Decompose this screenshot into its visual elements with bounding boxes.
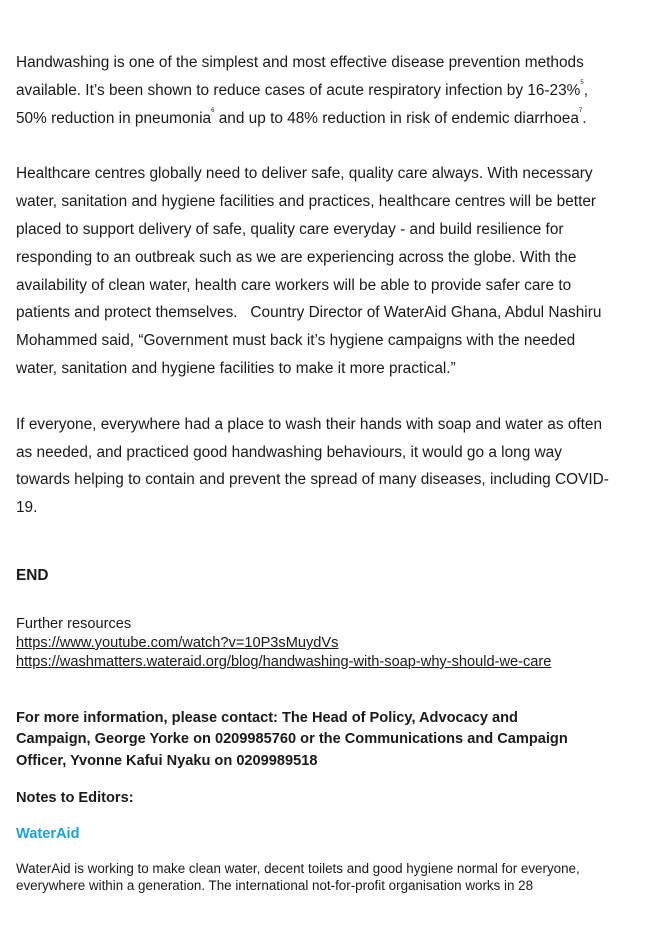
text-line [16,105,646,133]
text-line: Campaign, George Yorke on 0209985760 or the Communications and Campaign [16,731,568,748]
text-line: Healthcare centres globally need to deliver safe, quality care always. With necessary [16,165,593,183]
text-line: If everyone, everywhere had a place to wash their hands with soap and water as often [16,415,603,433]
text-line: Handwashing is one of the simplest and most effective disease prevention methods [16,54,584,71]
paragraph-healthcare-centres [16,160,646,382]
washmatters-link[interactable]: https://washmatters.wateraid.org/blog/handwashing-with-soap-why-should-we-care [16,653,552,670]
text-fragment: . [582,109,587,127]
footnote-ref: 6 [211,107,215,114]
paragraph-everyone-everywhere [16,411,646,522]
text-line [16,77,646,105]
text-line: For more information, please contact: The Head of Policy, Advocacy and [16,709,518,726]
text-line: as needed, and practiced good handwashing behaviours, it would go a long way [16,443,562,461]
end-label: END [16,566,49,584]
contact-info [16,708,646,773]
youtube-link[interactable]: https://www.youtube.com/watch?v=10P3sMuydVs [16,634,339,651]
text-fragment: and up to 48% reduction in risk of endemic diarrhoea [214,109,579,127]
further-resources [16,615,646,672]
about-wateraid [16,860,646,894]
text-line: towards helping to contain and prevent the spread of many diseases, including COVID- [16,471,609,489]
text-line: water, sanitation and hygiene facilities and practices, healthcare centres will be better [16,193,597,211]
text-line: WaterAid is working to make clean water, decent toilets and good hygiene normal for everyone, [16,861,580,877]
text-line: responding to an outbreak such as we are experiencing across the globe. With the [16,248,577,266]
resources-heading: Further resources [16,615,132,632]
text-line: 19. [16,499,38,517]
document-page [16,49,646,894]
text-line: everywhere within a generation. The international not-for-profit organisation works in 28 [16,878,534,894]
notes-to-editors-heading: Notes to Editors: [16,790,134,807]
wateraid-heading: WaterAid [16,826,80,843]
text-fragment: available. It’s been shown to reduce cases of acute respiratory infection by 16-23% [16,81,581,99]
text-fragment: 50% reduction in pneumonia [16,109,212,127]
text-line: patients and protect themselves. Country Director of WaterAid Ghana, Abdul Nashiru [16,304,602,322]
text-fragment: , [583,81,588,99]
text-line: availability of clean water, health care workers will be able to provide safer care to [16,276,572,294]
text-line: water, sanitation and hygiene facilities to make it more practical.” [16,359,456,377]
text-line: placed to support delivery of safe, quality care everyday - and build resilience for [16,220,564,238]
footnote-ref: 7 [578,107,583,114]
paragraph-handwashing-benefits [16,49,646,132]
text-line: Officer, Yvonne Kafui Nyaku on 0209989518 [16,752,318,769]
text-line: Mohammed said, “Government must back it’s hygiene campaigns with the needed [16,332,576,350]
footnote-ref: 5 [580,79,584,86]
